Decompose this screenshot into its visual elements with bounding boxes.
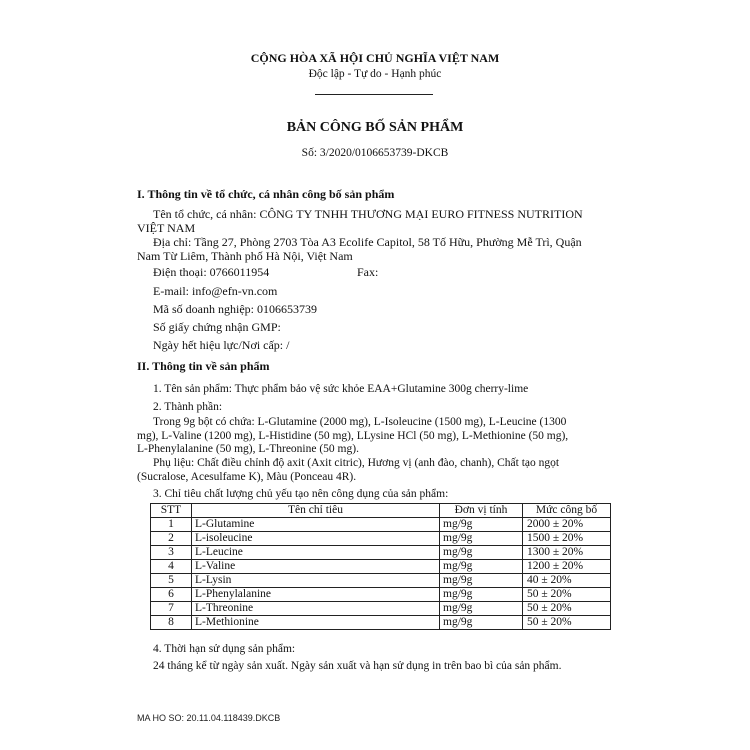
section1-heading: I. Thông tin về tổ chức, cá nhân công bố sản phẩm — [137, 187, 395, 201]
product-name: 1. Tên sản phẩm: Thực phẩm bảo vệ sức khỏe EAA+Glutamine 300g cherry-lime — [153, 383, 529, 395]
validity: Ngày hết hiệu lực/Nơi cấp: / — [153, 338, 290, 352]
cell-level: 1200 ± 20% — [523, 560, 611, 574]
cell-name: L-Valine — [192, 560, 440, 574]
cell-stt: 5 — [151, 574, 192, 588]
dossier-code: MA HO SO: 20.11.04.118439.DKCB — [137, 713, 281, 723]
cell-level: 50 ± 20% — [523, 616, 611, 630]
header-stt: STT — [151, 504, 192, 518]
email: E-mail: info@efn-vn.com — [153, 284, 278, 298]
quality-heading: 3. Chỉ tiêu chất lượng chủ yếu tạo nên công dụng của sản phẩm: — [153, 488, 449, 500]
cell-unit: mg/9g — [440, 532, 523, 546]
ingredients-line2: mg), L-Valine (1200 mg), L-Histidine (50 mg), LLysine HCl (50 mg), L-Methionine (50 mg), — [137, 430, 569, 442]
cell-unit: mg/9g — [440, 518, 523, 532]
address-line1: Địa chỉ: Tầng 27, Phòng 2703 Tòa A3 Ecolife Capitol, 58 Tố Hữu, Phường Mễ Trì, Quận — [153, 235, 582, 249]
cell-stt: 7 — [151, 602, 192, 616]
cell-stt: 1 — [151, 518, 192, 532]
auxiliary-line1: Phụ liệu: Chất điều chỉnh độ axit (Axit citric), Hương vị (anh đào, chanh), Chất tạo ngọt — [153, 457, 560, 469]
cell-level: 50 ± 20% — [523, 602, 611, 616]
ingredients-line3: L-Phenylalanine (50 mg), L-Threonine (50 mg). — [137, 443, 359, 455]
table-header-row — [151, 504, 611, 518]
shelf-life-text: 24 tháng kể từ ngày sản xuất. Ngày sản xuất và hạn sử dụng in trên bao bì của sản phẩm. — [153, 660, 562, 672]
cell-name: L-Lysin — [192, 574, 440, 588]
header-name: Tên chỉ tiêu — [192, 504, 440, 518]
cell-unit: mg/9g — [440, 574, 523, 588]
cell-unit: mg/9g — [440, 546, 523, 560]
cell-level: 1500 ± 20% — [523, 532, 611, 546]
cell-stt: 8 — [151, 616, 192, 630]
address-line2: Nam Từ Liêm, Thành phố Hà Nội, Việt Nam — [137, 249, 353, 263]
ingredients-line1: Trong 9g bột có chứa: L-Glutamine (2000 mg), L-Isoleucine (1500 mg), L-Leucine (1300 — [153, 416, 567, 428]
cell-name: L-Threonine — [192, 602, 440, 616]
table-row — [151, 532, 611, 546]
gmp-certificate: Số giấy chứng nhận GMP: — [153, 320, 281, 334]
country-header: CỘNG HÒA XÃ HỘI CHỦ NGHĨA VIỆT NAM — [250, 51, 500, 65]
cell-stt: 2 — [151, 532, 192, 546]
quality-table — [150, 503, 611, 630]
header-level: Mức công bố — [523, 504, 611, 518]
shelf-life-heading: 4. Thời hạn sử dụng sản phẩm: — [153, 643, 296, 655]
document-number: Số: 3/2020/0106653739-DKCB — [301, 147, 449, 159]
table-row — [151, 574, 611, 588]
document-title: BẢN CÔNG BỐ SẢN PHẨM — [286, 120, 464, 135]
table-row — [151, 588, 611, 602]
phone: Điện thoại: 0766011954 — [153, 265, 270, 279]
cell-level: 40 ± 20% — [523, 574, 611, 588]
table-row — [151, 560, 611, 574]
business-code: Mã số doanh nghiệp: 0106653739 — [153, 302, 317, 316]
cell-level: 2000 ± 20% — [523, 518, 611, 532]
motto: Độc lập - Tự do - Hạnh phúc — [308, 68, 442, 80]
fax: Fax: — [357, 265, 379, 279]
cell-level: 50 ± 20% — [523, 588, 611, 602]
auxiliary-line2: (Sucralose, Acesulfame K), Màu (Ponceau 4R). — [137, 471, 357, 483]
header-divider — [315, 94, 433, 95]
cell-stt: 4 — [151, 560, 192, 574]
table-row — [151, 546, 611, 560]
org-name-line2: VIỆT NAM — [137, 221, 196, 235]
cell-unit: mg/9g — [440, 588, 523, 602]
table-row — [151, 518, 611, 532]
table-row — [151, 602, 611, 616]
cell-name: L-isoleucine — [192, 532, 440, 546]
cell-unit: mg/9g — [440, 560, 523, 574]
cell-unit: mg/9g — [440, 602, 523, 616]
cell-name: L-Phenylalanine — [192, 588, 440, 602]
cell-name: L-Leucine — [192, 546, 440, 560]
ingredients-heading: 2. Thành phần: — [153, 401, 223, 413]
cell-stt: 6 — [151, 588, 192, 602]
cell-stt: 3 — [151, 546, 192, 560]
table-row — [151, 616, 611, 630]
cell-name: L-Glutamine — [192, 518, 440, 532]
cell-level: 1300 ± 20% — [523, 546, 611, 560]
cell-unit: mg/9g — [440, 616, 523, 630]
header-unit: Đơn vị tính — [440, 504, 523, 518]
org-name-line1: Tên tổ chức, cá nhân: CÔNG TY TNHH THƯƠNG MẠI EURO FITNESS NUTRITION — [153, 207, 583, 221]
cell-name: L-Methionine — [192, 616, 440, 630]
section2-heading: II. Thông tin về sản phẩm — [137, 359, 270, 373]
